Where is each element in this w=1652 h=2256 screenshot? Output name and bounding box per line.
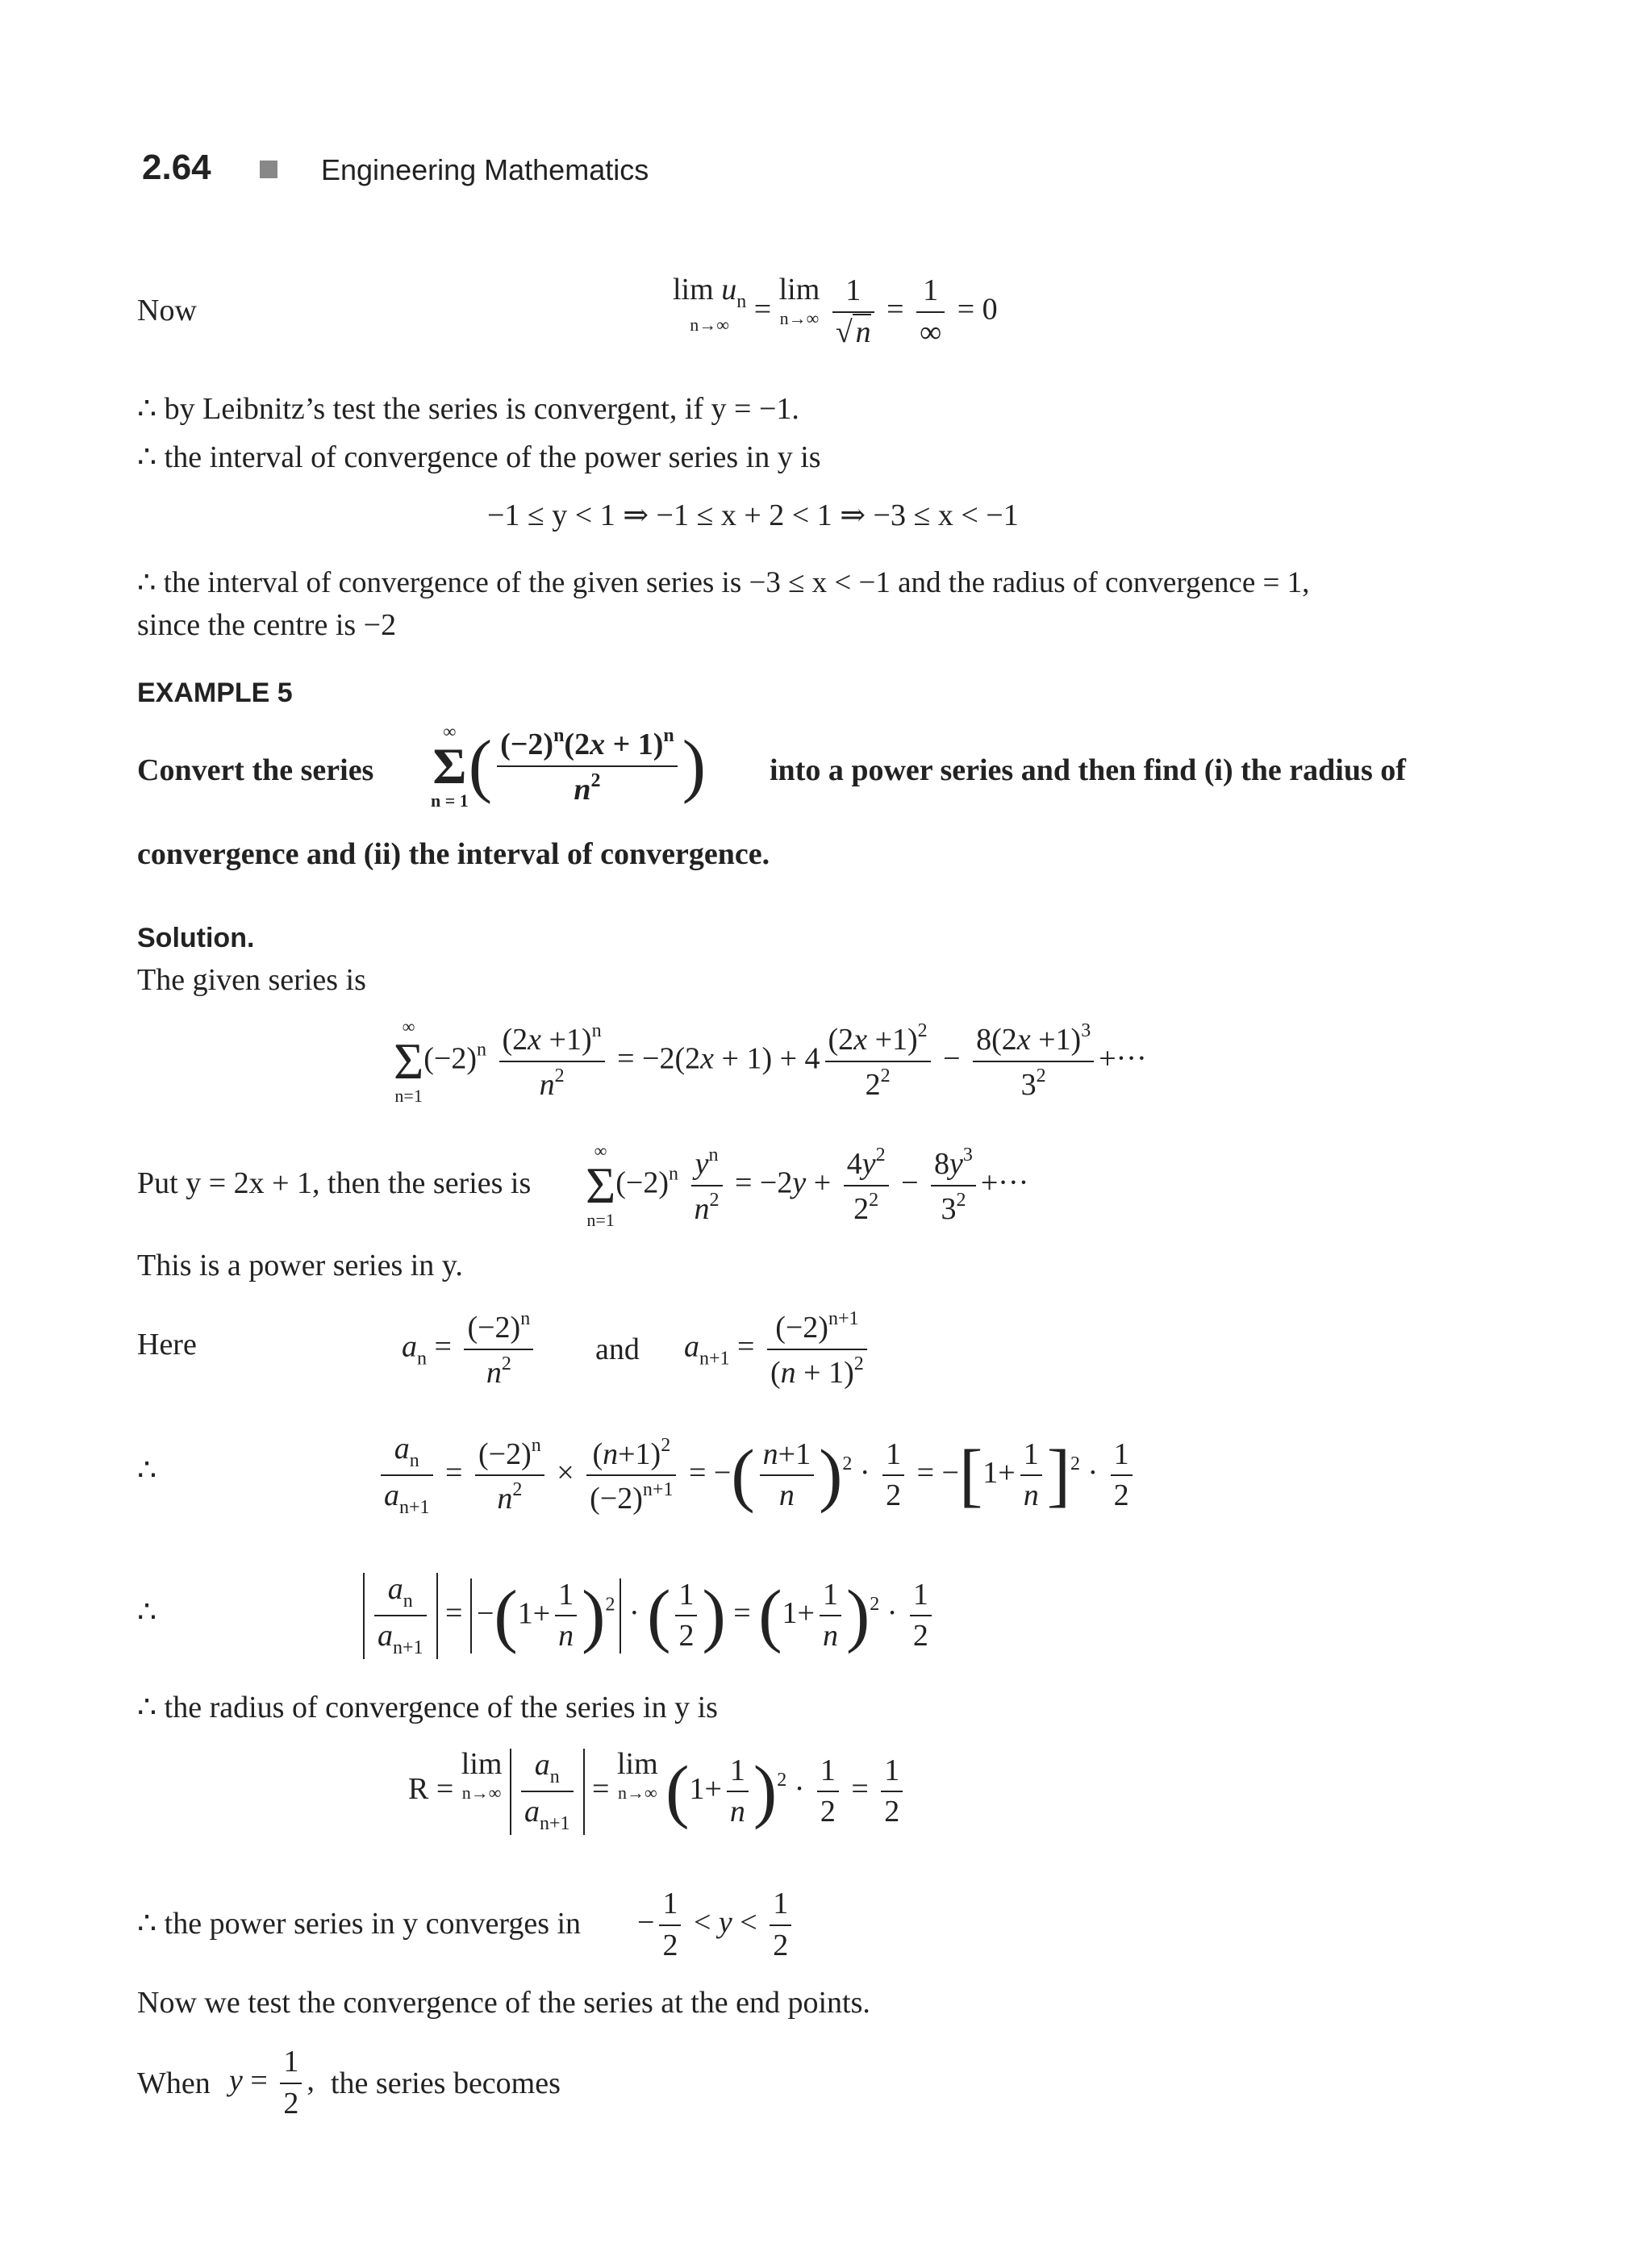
endpoints-line: Now we test the convergence of the series at the end points. bbox=[137, 1986, 870, 2020]
an-definition: $a_n$ = $\frac{(-2)^n}{n^2}$ bbox=[402, 1308, 538, 1391]
interval-chain: −1 ≤ y < 1 ⇒ −1 ≤ x + 2 < 1 ⇒ −3 ≤ x < −1 bbox=[487, 498, 1019, 532]
solution-heading: Solution. bbox=[137, 923, 255, 953]
leibniz-line: ∴ by Leibnitz’s test the series is convergent, if y = −1. bbox=[137, 392, 799, 426]
radius-equation: R = lim n→∞ $\frac{a_n}{a_{n+1}}$ = lim n→∞ (1+ $\frac{1}{n}$ )$^2$ · $\frac{1}{2}$ = $\frac{1}{2}$ bbox=[408, 1749, 907, 1835]
since-centre-line: since the centre is −2 bbox=[137, 608, 397, 642]
header-square-icon bbox=[260, 161, 277, 178]
example-statement-b: into a power series and then find (i) the radius of bbox=[770, 753, 1406, 787]
interval-y-line: ∴ the interval of convergence of the power series in y is bbox=[137, 440, 821, 474]
interval-given-line: ∴ the interval of convergence of the given series is −3 ≤ x < −1 and the radius of convergence = 1, bbox=[137, 566, 1310, 599]
therefore-symbol-1: ∴ bbox=[137, 1453, 157, 1487]
put-line: Put y = 2x + 1, then the series is bbox=[137, 1166, 532, 1200]
here-label: Here bbox=[137, 1328, 197, 1362]
converges-interval: − $\frac{1}{2}$ < y < $\frac{1}{2}$ bbox=[637, 1887, 796, 1963]
limit-equation: $\lim u_n$ n→∞ = lim n→∞ $\frac{1}{√ n}$ = $\frac{1}{\infty}$ = 0 bbox=[673, 273, 998, 349]
therefore-symbol-2: ∴ bbox=[137, 1595, 157, 1629]
example-heading: EXAMPLE 5 bbox=[137, 678, 293, 708]
given-series-expansion: ∞ Σ n=1 $(-2)^n$ $\frac{(2x +1)^n}{n^2}$ = −2(2x + 1) + 4 $\frac{(2x +1)^2}{2^2}$ − $\frac{8(2x +1)^3}{3^2}$ +··· bbox=[394, 1016, 1147, 1106]
page-number: 2.64 bbox=[142, 148, 211, 187]
example-statement-a: Convert the series bbox=[137, 753, 374, 787]
now-label: Now bbox=[137, 294, 197, 327]
an1-definition: $a_{n+1}$ = $\frac{(-2)^{n+1}}{(n + 1)^2}$ bbox=[684, 1308, 872, 1391]
radius-intro-line: ∴ the radius of convergence of the series in y is bbox=[137, 1691, 718, 1724]
example-series: ∞ Σ n = 1 ( $\frac{(-2)^n(2x + 1)^n}{n^2}$ ) bbox=[431, 721, 707, 811]
power-series-line: This is a power series in y. bbox=[137, 1249, 463, 1282]
when-equation: y = $\frac{1}{2}$ , bbox=[229, 2045, 315, 2120]
abs-ratio-equation: $\frac{a_n}{a_{n+1}}$ = −(1+ $\frac{1}{n}$ )$^2$ · ( $\frac{1}{2}$ ) = (1+ $\frac{1}{n}$ )$^2$ · $\frac{1}{2}$ bbox=[363, 1573, 937, 1659]
page-title: Engineering Mathematics bbox=[321, 153, 649, 186]
y-series-expansion: ∞ Σ n=1 $(-2)^n$ $\frac{y^n}{n^2}$ = −2y + $\frac{4y^2}{2^2}$ − $\frac{8y^3}{3^2}$ +··· bbox=[586, 1141, 1029, 1230]
and-label: and bbox=[595, 1332, 640, 1366]
ratio-equation: $\frac{a_n}{a_{n+1}}$ = $\frac{(-2)^n}{n^2}$ × $\frac{(n+1)^2}{(-2)^{n+1}}$ = −( $\frac{n+1}{n}$ )$^2$ · $\frac{1}{2}$ = −[1+ $\frac{1}{n}$ ]$^2$ · $\frac{1}{2}$ bbox=[376, 1432, 1137, 1519]
converges-line: ∴ the power series in y converges in bbox=[137, 1907, 582, 1941]
becomes-label: the series becomes bbox=[331, 2066, 561, 2100]
given-series-label: The given series is bbox=[137, 963, 366, 997]
when-label: When bbox=[137, 2066, 211, 2100]
example-statement-c: convergence and (ii) the interval of convergence. bbox=[137, 837, 770, 871]
